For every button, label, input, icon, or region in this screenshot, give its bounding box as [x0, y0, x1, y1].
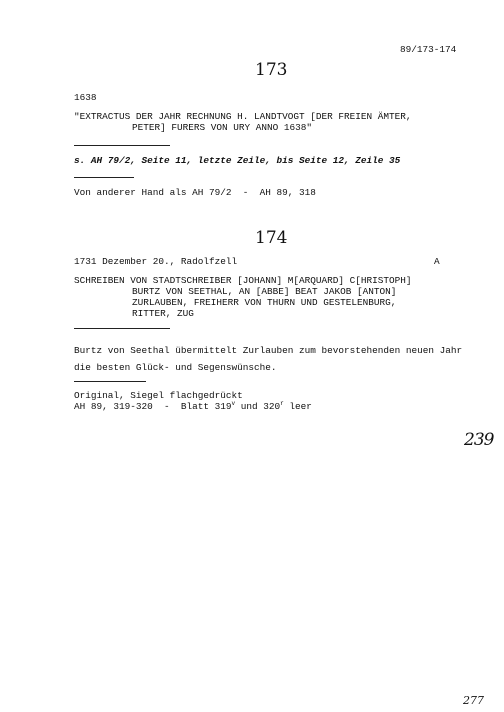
- divider: [74, 328, 170, 329]
- footer-handwritten-number: 277: [463, 694, 484, 707]
- entry-title-line-2: PETER] FURERS VON URY ANNO 1638": [132, 122, 313, 133]
- source-sup-v: v: [231, 399, 236, 407]
- entry-number-173: 173: [255, 60, 288, 80]
- entry-heading-line-4: RITTER, ZUG: [132, 308, 194, 319]
- entry-number-174: 174: [255, 228, 288, 248]
- entry-note: Von anderer Hand als AH 79/2 - AH 89, 318: [74, 187, 316, 198]
- source-text-c: leer: [283, 401, 312, 412]
- entry-class-letter: A: [434, 256, 440, 267]
- divider: [74, 177, 134, 178]
- source-text-a: AH 89, 319-320 - Blatt 319: [74, 401, 232, 412]
- entry-date-place: 1731 Dezember 20., Radolfzell: [74, 256, 238, 267]
- source-text-b: und 320: [235, 401, 281, 412]
- entry-year: 1638: [74, 92, 97, 103]
- entry-heading-line-2: BURTZ VON SEETHAL, AN [ABBE] BEAT JAKOB [ANTON]: [132, 286, 397, 297]
- entry-heading-line-1: SCHREIBEN VON STADTSCHREIBER [JOHANN] M[ARQUARD] C[HRISTOPH]: [74, 275, 412, 286]
- entry-summary-line-2: die besten Glück- und Segenswünsche.: [74, 362, 277, 373]
- entry-source-line-1: Original, Siegel flachgedrückt: [74, 390, 243, 401]
- source-sup-r: r: [280, 399, 284, 407]
- entry-citation: s. AH 79/2, Seite 11, letzte Zeile, bis Seite 12, Zeile 35: [74, 155, 401, 166]
- entry-summary-line-1: Burtz von Seethal übermittelt Zurlauben zum bevorstehenden neuen Jahr: [74, 345, 463, 356]
- entry-title-line-1: "EXTRACTUS DER JAHR RECHNUNG H. LANDTVOGT [DER FREIEN ÄMTER,: [74, 111, 412, 122]
- divider: [74, 381, 146, 382]
- entry-source-line-2: [74, 401, 312, 412]
- page-reference: 89/173-174: [400, 44, 457, 55]
- divider: [74, 145, 170, 146]
- margin-handwritten-number: 239: [464, 430, 494, 450]
- entry-heading-line-3: ZURLAUBEN, FREIHERR VON THURN UND GESTELENBURG,: [132, 297, 397, 308]
